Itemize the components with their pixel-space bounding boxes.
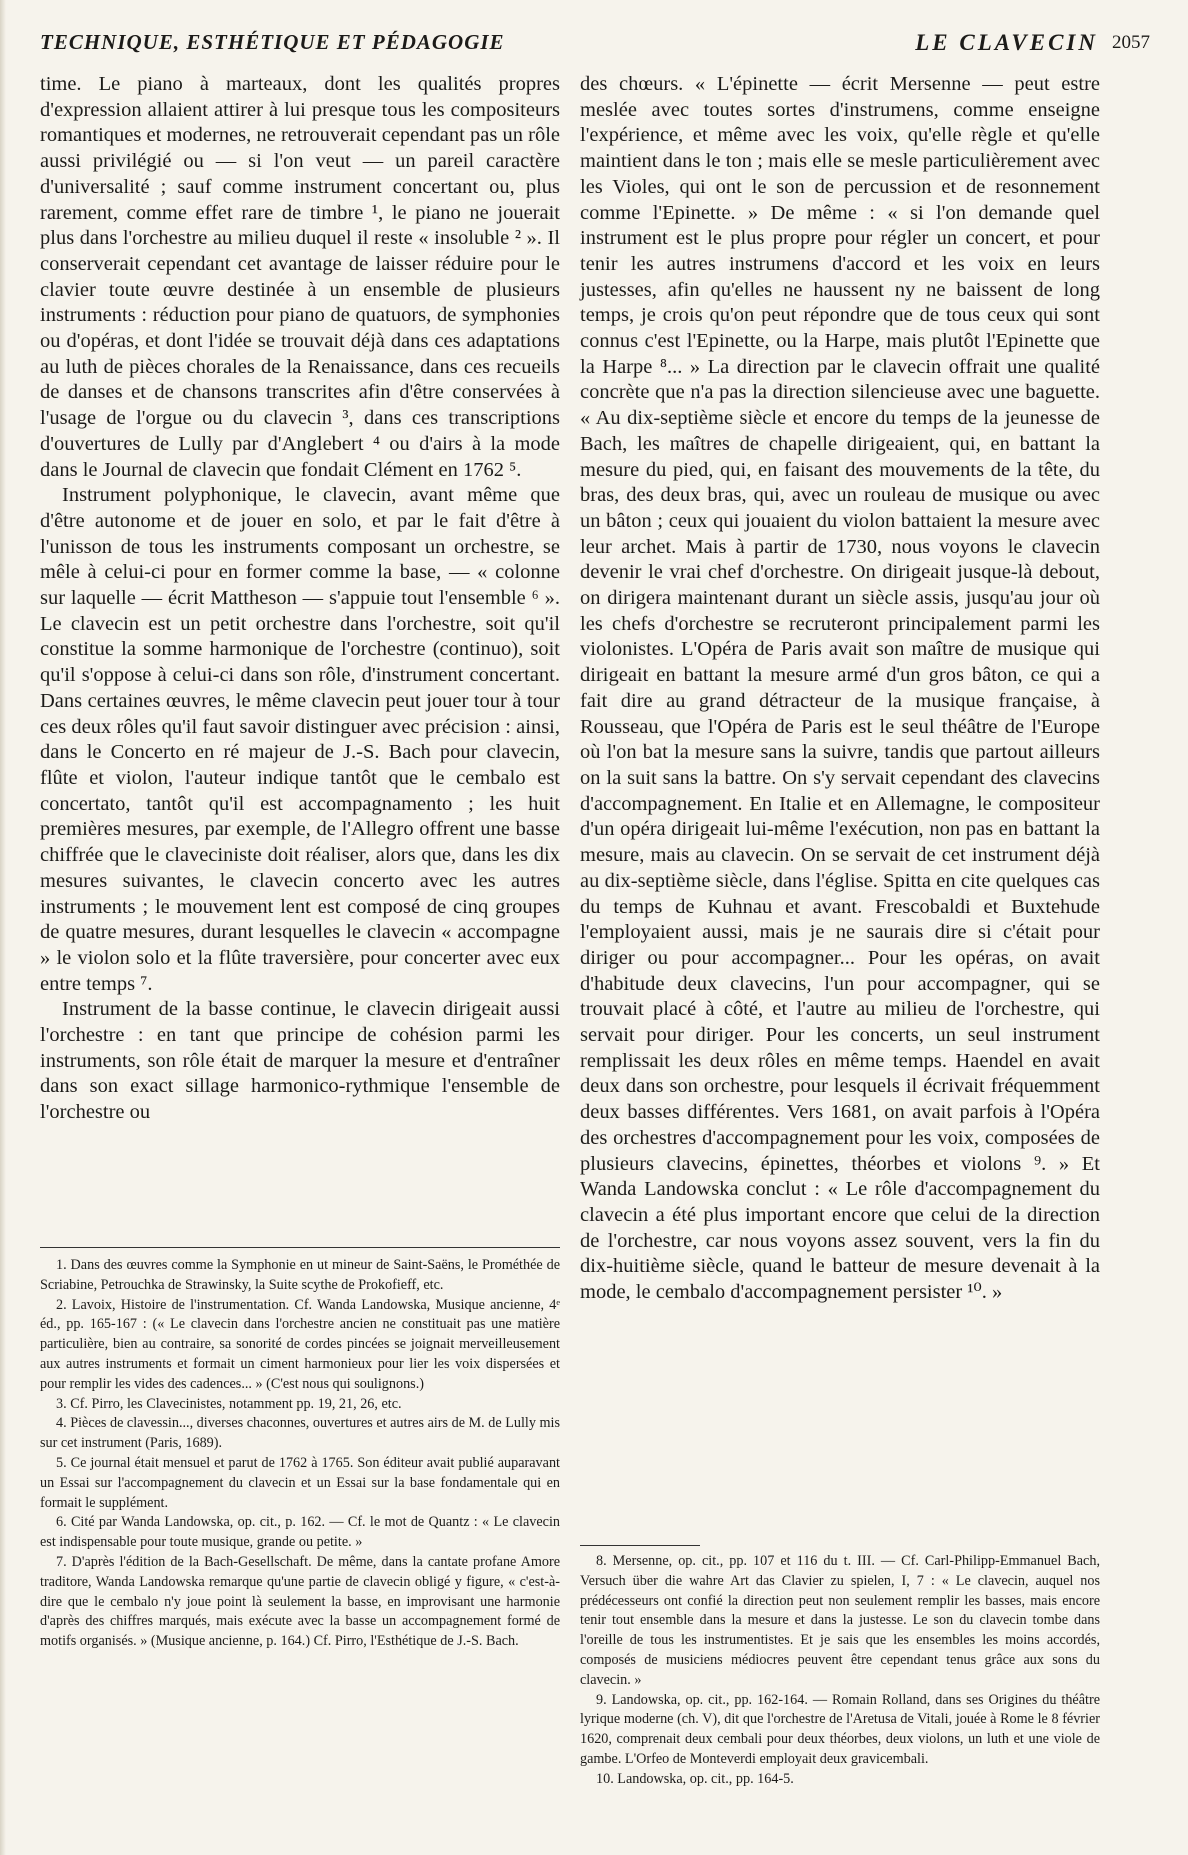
footnote: 3. Cf. Pirro, les Clavecinistes, notamment pp. 19, 21, 26, etc.	[56, 1395, 402, 1412]
footnote: 2. Lavoix, Histoire de l'instrumentation. Cf. Wanda Landowska, Musique ancienne, 4ᵉ éd., pp. 165-167 : (« Le clavecin dans l'orchestre ancien ne constituait pas une matière particulière, bien au contraire, sa sonorité de cordes pincées se joignait merveilleusement aux autres instruments et formait un ciment harmonieux pour lier les voix dispersées et pour remplir les vides des cadences... » (C'est nous qui soulignons.)	[40, 1296, 560, 1392]
footnote: 4. Pièces de clavessin..., diverses chaconnes, ouvertures et autres airs de M. de Lully mis sur cet instrument (Paris, 1689).	[40, 1415, 560, 1452]
footnote: 9. Landowska, op. cit., pp. 162-164. — Romain Rolland, dans ses Origines du théâtre lyrique moderne (ch. V), dit que l'orchestre de l'Aretusa de Vitali, jouée à Rome le 8 février 1620, comprenait deux cembali pour deux théorbes, deux violons, un luth et une viole de gambe. L'Orfeo de Monteverdi employait deux gravicembali.	[580, 1691, 1100, 1767]
running-header	[40, 30, 1150, 60]
left-column	[40, 72, 560, 1126]
page-number: 2057	[1112, 32, 1150, 53]
footnote: 1. Dans des œuvres comme la Symphonie en ut mineur de Saint-Saëns, le Prométhée de Scriabine, Petrouchka de Strawinsky, la Suite scythe de Prokofieff, etc.	[40, 1257, 560, 1293]
footnote: 5. Ce journal était mensuel et parut de 1762 à 1765. Son éditeur avait publié auparavant un Essai sur l'accompagnement du clavecin et un Essai sur la base fondamentale qui en formait le supplément.	[40, 1454, 560, 1511]
chapter-title: LE CLAVECIN	[915, 30, 1098, 55]
footnote: 6. Cité par Wanda Landowska, op. cit., p. 162. — Cf. le mot de Quantz : « Le clavecin est indispensable pour toute musique, grande ou petite. »	[40, 1514, 560, 1551]
footnotes-left	[40, 1247, 560, 1652]
footnote-separator	[580, 1545, 700, 1546]
binding-shadow	[0, 0, 6, 1855]
section-title: TECHNIQUE, ESTHÉTIQUE ET PÉDAGOGIE	[40, 30, 505, 54]
paragraph: time. Le piano à marteaux, dont les qualités propres d'expression allaient attirer à lui presque tous les compositeurs romantiques et modernes, ne retrouverait cependant pas un rôle aussi privilégié ou — si l'on veut — un pareil caractère d'universalité ; sauf comme instrument concertant ou, plus rarement, comme effet rare de timbre ¹, le piano ne jouerait plus dans l'orchestre au milieu duquel il reste « insoluble ² ». Il conserverait cependant cet avantage de laisser réduire pour le clavier toute œuvre destinée à un ensemble de plusieurs instruments : réduction pour piano de quatuors, de symphonies ou d'opéras, et dont l'idée se trouvait déjà dans ces adaptations au luth de pièces chorales de la Renaissance, dans ces recueils de danses et de chansons transcrites afin d'être conservées à l'usage de l'orgue ou du clavecin ³, dans ces transcriptions d'ouvertures de Lully par d'Anglebert ⁴ ou d'airs à la mode dans le Journal de clavecin que fondait Clément en 1762 ⁵.	[40, 73, 560, 481]
right-column	[580, 72, 1100, 1306]
footnote: 7. D'après l'édition de la Bach-Gesellschaft. De même, dans la cantate profane Amore traditore, Wanda Landowska remarque qu'une partie de clavecin obligé y figure, « c'est-à-dire que le cembalo n'y joue point là seulement la basse, en improvisant une harmonie d'après des chiffres marqués, mais exécute avec la basse un accompagnement formé de motifs organisés. » (Musique ancienne, p. 164.) Cf. Pirro, l'Esthétique de J.-S. Bach.	[40, 1553, 560, 1650]
footnote: 8. Mersenne, op. cit., pp. 107 et 116 du t. III. — Cf. Carl-Philipp-Emmanuel Bach, Versuch über die wahre Art das Clavier zu spielen, I, 7 : « Le clavecin, auquel nos prédécesseurs ont confié la direction peut non seulement remplir les basses, mais encore tenir tout ensemble dans la mesure et dans la justesse. Le son du clavecin tombe dans l'oreille de tous les instrumentistes. Et je sais que les ensembles les moins accordés, composés de musiciens médiocres peuvent être cependant tenus grâce aux sons du clavecin. »	[580, 1553, 1100, 1688]
footnote: 10. Landowska, op. cit., pp. 164-5.	[596, 1770, 794, 1787]
paragraph: des chœurs. « L'épinette — écrit Mersenne — peut estre meslée avec toutes sortes d'instrumens, comme enseigne l'expérience, et même avec les voix, qu'elle règle et qu'elle maintient dans le ton ; mais elle se mesle particulièrement avec les Violes, qui ont le son de percussion et de resonnement comme l'Epinette. » De même : « si l'on demande quel instrument est le plus propre pour régler un concert, et pour tenir les autres instrumens d'accord et les voix en leurs justesses, afin qu'elles ne haussent ny ne baissent de long temps, je crois qu'on peut répondre que de tous ceux qui sont connus c'est l'Epinette, ou la Harpe, mais plutôt l'Epinette que la Harpe ⁸... » La direction par le clavecin offrait une qualité concrète que n'a pas la direction silencieuse avec une baguette. « Au dix-septième siècle et encore du temps de la jeunesse de Bach, les maîtres de chapelle dirigeaient, qui, en battant la mesure du pied, qui, en faisant des mouvements de la tête, du bras, des deux bras, qui, avec un rouleau de musique ou avec un bâton ; ceux qui jouaient du violon battaient la mesure avec leur archet. Mais à partir de 1730, nous voyons le clavecin devenir le vrai chef d'orchestre. On dirigeait jusque-là debout, on dirigera maintenant durant un siècle assis, jusqu'au jour où les chefs d'orchestre se recruteront principalement parmi les violonistes. L'Opéra de Paris avait son maître de musique qui dirigeait en battant la mesure armé d'un gros bâton, ce qui a fait dire au grand détracteur de la musique française, à Rousseau, que l'Opéra de Paris est le seul théâtre de l'Europe où l'on bat la mesure sans la suivre, tandis que partout ailleurs on la suit sans la battre. On s'y servait cependant des clavecins d'accompagnement. En Italie et en Allemagne, le compositeur d'un opéra dirigeait lui-même l'exécution, non pas en battant la mesure, mais au clavecin. On se servait de cet instrument déjà au dix-septième siècle, dans l'église. Spitta en cite quelques cas du temps de Kuhnau et avant. Frescobaldi et Buxtehude l'employaient aussi, mais je ne saurais dire si c'était pour diriger ou pour accompagner... Pour les opéras, on avait d'habitude deux clavecins, l'un pour accompagner, qui se trouvait placé à côté, et l'autre au milieu de l'orchestre, qui servait pour diriger. Pour les concerts, un seul instrument remplissait les deux rôles en même temps. Haendel en avait deux dans son orchestre, pour lesquels il écrivait fréquemment deux basses différentes. Vers 1681, on avait parfois à l'Opéra des orchestres d'accompagnement pour les voix, composées de plusieurs clavecins, épinettes, théorbes et violons ⁹. » Et Wanda Landowska conclut : « Le rôle d'accompagnement du clavecin a été plus important encore que celui de la direction de l'orchestre, car nous voyons assez souvent, vers la fin du dix-huitième siècle, quand le batteur de mesure devenait à la mode, le cembalo d'accompagnement persister ¹⁰. »	[580, 73, 1100, 1304]
footnotes-right	[580, 1545, 1100, 1790]
paragraph: Instrument polyphonique, le clavecin, avant même que d'être autonome et de jouer en solo, et par le fait d'être à l'unisson de tous les instruments composant un orchestre, se mêle à celui-ci pour en former comme la base, — « colonne sur laquelle — écrit Mattheson — s'appuie tout l'ensemble ⁶ ». Le clavecin est un petit orchestre dans l'orchestre, soit qu'il constitue la somme harmonique de l'orchestre (continuo), soit qu'il s'oppose à celui-ci dans son rôle, d'instrument concertant. Dans certaines œuvres, le même clavecin peut jouer tour à tour ces deux rôles qu'il faut savoir distinguer avec précision : ainsi, dans le Concerto en ré majeur de J.-S. Bach pour clavecin, flûte et violon, l'auteur indique tantôt que le cembalo est concertato, tantôt qu'il est accompagnamento ; les huit premières mesures, par exemple, de l'Allegro offrent une basse chiffrée que le claveciniste doit réaliser, alors que, dans les dix mesures suivantes, le clavecin concerto avec les autres instruments ; le mouvement lent est composé de cinq groupes de quatre mesures, durant lesquelles le clavecin « accompagne » le violon solo et la flûte traversière, pour concerter avec eux entre temps ⁷.	[40, 484, 560, 995]
paragraph: Instrument de la basse continue, le clavecin dirigeait aussi l'orchestre : en tant que principe de cohésion parmi les instruments, son rôle était de marquer la mesure et d'entraîner dans son exact sillage harmonico-rythmique l'ensemble de l'orchestre ou	[40, 998, 560, 1124]
